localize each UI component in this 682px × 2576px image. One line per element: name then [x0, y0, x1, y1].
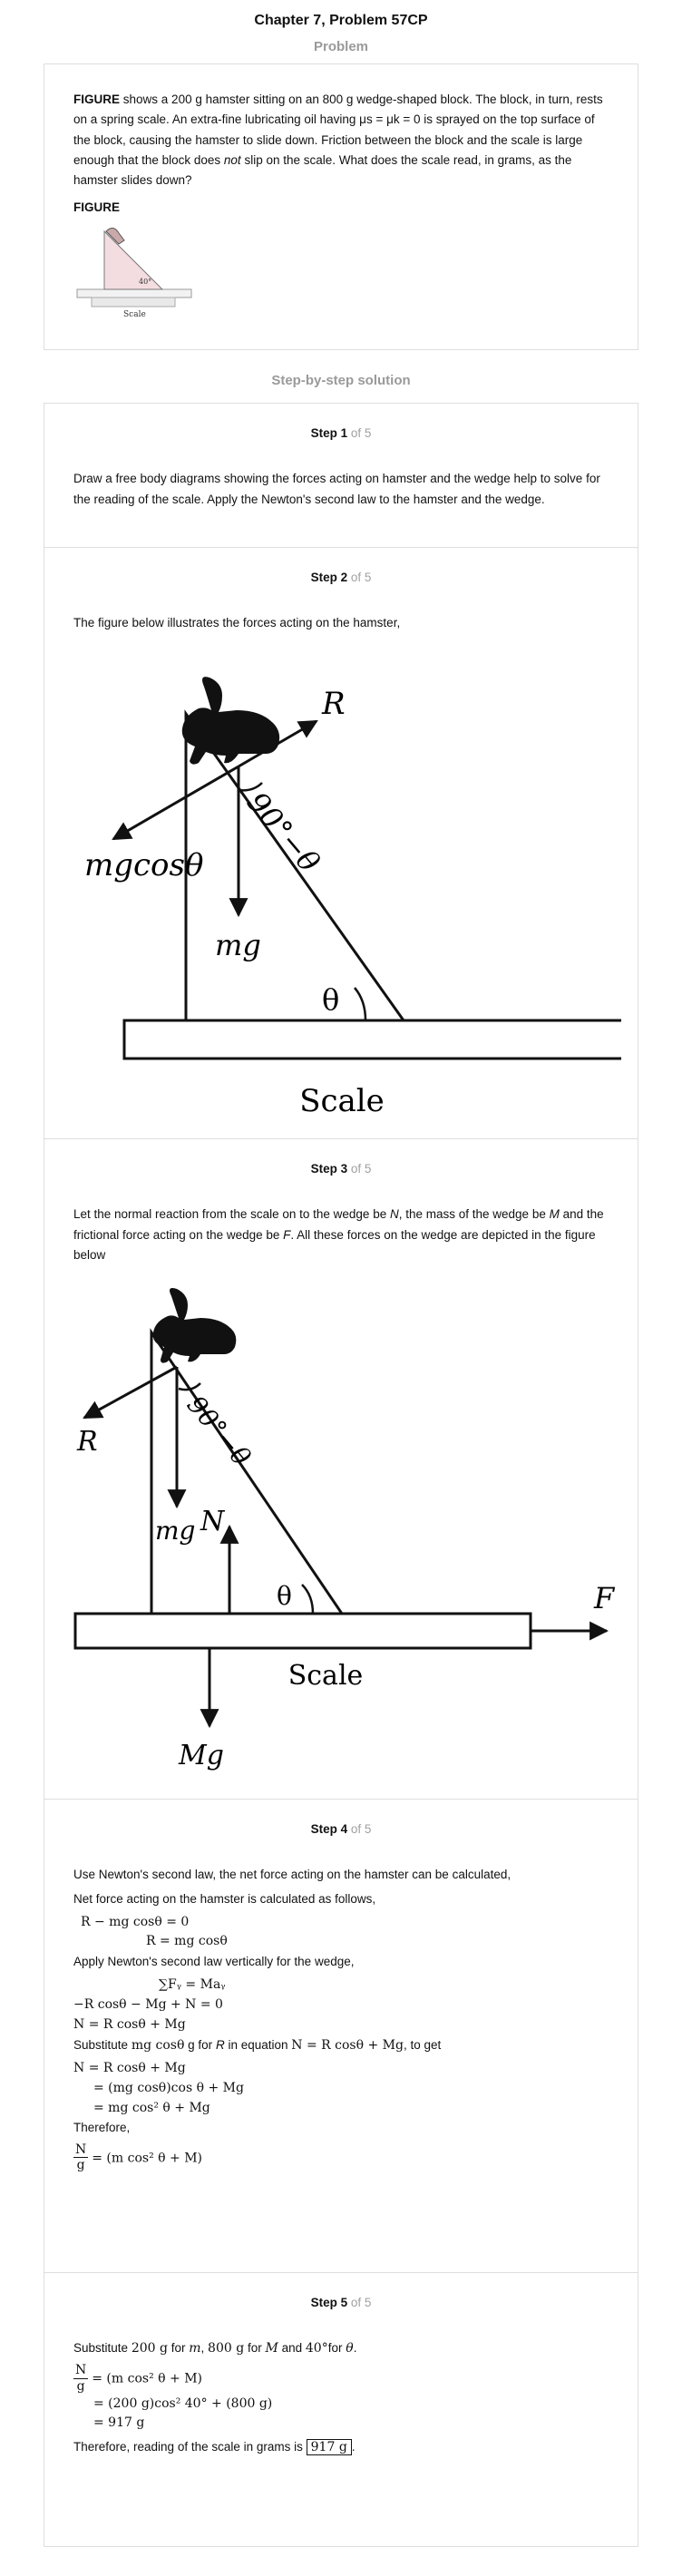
final-answer: 917 g	[307, 2439, 352, 2455]
step-2-text: The figure below illustrates the forces acting on the hamster,	[73, 616, 401, 630]
angle-arc-theta	[302, 1585, 313, 1614]
wedge-outline	[151, 1332, 342, 1614]
fraction-N-over-g: $\frac{N}{g}$	[75, 2142, 87, 2173]
problem-text-2: slip on the scale. What does the scale read, in grams, as the hamster slides down?	[73, 152, 572, 188]
step-5-title: Step 5 of 5	[310, 2296, 372, 2309]
eq-wedge: −R cosθ − Mg + N = 0	[73, 1997, 223, 2013]
step-4-line-2: Net force acting on the hamster is calculated as follows,	[73, 1891, 376, 1906]
label-scale: Scale	[299, 1082, 385, 1119]
eq-N-4: = mg cos² θ + Mg	[93, 2100, 210, 2115]
label-R: R	[322, 685, 346, 722]
thumb-scale-base	[92, 298, 175, 307]
label-90-minus-theta: 90°−θ	[239, 785, 327, 879]
scale-plate	[75, 1614, 531, 1648]
step-5-conclusion: Therefore, reading of the scale in grams is 917 g .	[73, 2439, 356, 2454]
label-mg: mg	[155, 1516, 196, 1547]
problem-heading: Problem	[313, 39, 368, 54]
mgcos-force-arrow	[113, 766, 239, 839]
step-1-text: Draw a free body diagrams showing the forces acting on hamster and the wedge help to solve for the reading of the scale. Apply the Newton's second law to the hamster and the wedge.	[73, 472, 600, 506]
problem-card	[44, 63, 638, 350]
problem-text-not: not	[223, 152, 241, 167]
step-3	[44, 1138, 638, 1799]
hamster-force-diagram	[59, 638, 621, 1146]
angle-arc-theta	[355, 988, 365, 1020]
label-F: F	[594, 1581, 615, 1616]
label-90-minus-theta: 90°−θ	[180, 1390, 257, 1472]
eq-substituted: = (200 g)cos² 40° + (800 g)	[93, 2395, 273, 2411]
step-4	[44, 1799, 638, 2272]
angle-arc-90	[239, 783, 262, 790]
problem-figure-thumbnail	[73, 222, 200, 322]
step-3-text: Let the normal reaction from the scale on to the wedge be N, the mass of the wedge be M and the frictional force acting on the wedge be F. All these forces on the wedge are depicted in the figure below	[73, 1207, 604, 1262]
label-Mg: Mg	[179, 1740, 224, 1772]
eq-final-ratio: $\frac{N}{g}$ = (m cos² θ + M)	[75, 2142, 202, 2173]
step-1-title: Step 1 of 5	[310, 426, 372, 440]
step-5	[44, 2272, 638, 2546]
label-theta: θ	[322, 981, 340, 1017]
step-2-title: Step 2 of 5	[310, 571, 372, 584]
wedge-force-diagram	[59, 1269, 639, 1795]
eq-result: = 917 g	[93, 2415, 145, 2431]
page-title: Chapter 7, Problem 57CP	[254, 13, 428, 28]
solution-heading: Step-by-step solution	[271, 373, 411, 388]
step-4-line-1: Use Newton's second law, the net force acting on the hamster can be calculated,	[73, 1868, 512, 1882]
figure-label: FIGURE	[73, 200, 121, 215]
problem-text-1: shows a 200 g hamster sitting on an 800 g wedge-shaped block. The block, in turn, rests on a spring scale. An extra-fine lubricating oil having μs = μk = 0 is sprayed on the top surface of the block, causing the hamster to slide down. Friction between the block and the scale is large enough that the block does	[73, 93, 603, 167]
scale-plate	[124, 1020, 621, 1059]
label-mgcos: mgcosθ	[84, 846, 204, 883]
step-5-substitute: Substitute 200 g for m, 800 g for M and 40°for θ.	[73, 2341, 357, 2356]
eq-net-force: R − mg cosθ = 0	[81, 1914, 190, 1929]
eq-N-2: N = R cosθ + Mg	[73, 2061, 186, 2076]
step-2	[44, 547, 638, 1138]
step-4-line-3: Apply Newton's second law vertically for the wedge,	[73, 1955, 355, 1969]
eq-N: N = R cosθ + Mg	[73, 2016, 186, 2032]
eq-ratio: $\frac{N}{g}$ = (m cos² θ + M)	[75, 2362, 202, 2394]
eq-R: R = mg cosθ	[146, 1934, 228, 1949]
problem-text	[73, 90, 609, 190]
label-theta: θ	[277, 1581, 292, 1612]
eq-N-3: = (mg cosθ)cos θ + Mg	[93, 2080, 244, 2095]
hamster-silhouette	[153, 1288, 237, 1363]
label-mg: mg	[215, 927, 261, 962]
eq-sum-forces: ∑Fᵧ = Maᵧ	[159, 1977, 226, 1993]
thumb-angle: 40°	[139, 277, 152, 286]
step-4-therefore: Therefore,	[73, 2121, 131, 2135]
thumb-scale-plate	[77, 289, 191, 298]
step-1	[44, 404, 638, 547]
label-scale: Scale	[287, 1660, 364, 1693]
solution-card	[44, 403, 638, 2547]
thumb-wedge	[104, 231, 162, 289]
step-4-substitute: Substitute mg cosθ g for R in equation N = R cosθ + Mg, to get	[73, 2037, 442, 2053]
label-R: R	[77, 1426, 98, 1459]
figure-ref: FIGURE	[73, 93, 121, 106]
step-3-title: Step 3 of 5	[310, 1162, 372, 1176]
label-N: N	[200, 1506, 225, 1538]
fraction-N-over-g: $\frac{N}{g}$	[75, 2362, 87, 2394]
step-4-title: Step 4 of 5	[310, 1822, 372, 1836]
reaction-R-arrow	[84, 1367, 177, 1418]
thumb-scale-label: Scale	[123, 309, 146, 319]
